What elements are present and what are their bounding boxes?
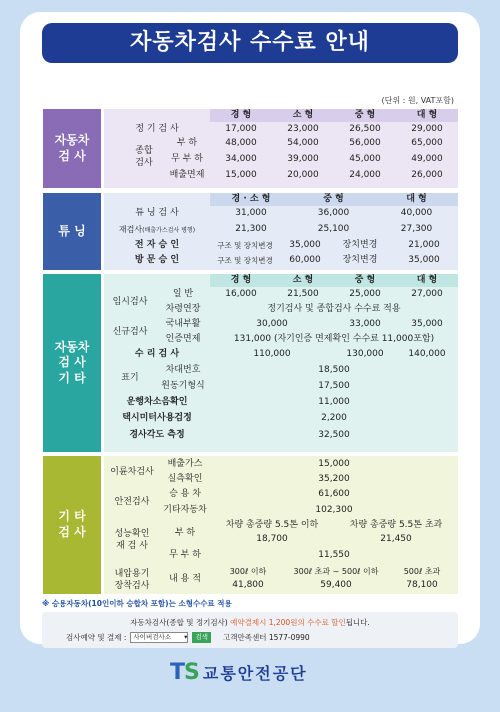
value: 18,500	[318, 365, 350, 375]
row-label: 경사각도 측정	[129, 430, 185, 440]
discount-pre: 자동차검사(종합 및 정기검사)	[130, 618, 231, 627]
value: 31,000	[235, 208, 267, 218]
unit-note: (단위 : 원, VAT포함)	[381, 96, 454, 105]
col-header: 대 형	[406, 194, 427, 204]
row-label: 실측확인	[167, 474, 203, 484]
value: 11,000	[318, 397, 350, 407]
col-header: 대 형	[416, 275, 438, 285]
value: 21,000	[408, 240, 440, 250]
section-label-inspection: 자동차 검 사	[43, 109, 101, 188]
row-label: 국내부활	[165, 319, 201, 329]
value: 16,000	[225, 289, 257, 299]
row-label: 수 리 검 사	[134, 349, 180, 359]
value: 48,000	[225, 138, 257, 148]
row-label: 기타자동차	[163, 505, 207, 515]
row-label-sub: (배출가스검사 병행)	[142, 227, 196, 234]
group-label: 이륜차검사	[110, 467, 154, 477]
row-label: 정 기 검 사	[135, 124, 179, 134]
value: 11,550	[318, 550, 350, 560]
col-header: 소 형	[292, 110, 314, 120]
section-label-other: 기 타 검 사	[43, 456, 101, 594]
value: 78,100	[406, 580, 438, 590]
value: 41,800	[232, 580, 264, 590]
col-header: 중 형	[323, 194, 344, 204]
col-header: 중 형	[354, 110, 376, 120]
sub-label: 구조 및 장치변경	[217, 256, 273, 265]
row-label: 내 용 적	[169, 574, 201, 584]
row-label	[104, 223, 210, 237]
value: 34,000	[225, 154, 257, 164]
row-label: 배출면제	[169, 170, 205, 180]
row-label: 차령연장	[165, 304, 201, 314]
col-header: 소 형	[292, 275, 314, 285]
group-label: 안전검사	[114, 497, 150, 507]
value: 21,500	[287, 289, 319, 299]
group-label: 신규검사	[112, 327, 148, 337]
section-panel-inspection	[104, 109, 458, 188]
section-label-tuning: 튜 닝	[43, 193, 101, 270]
row-label: 부 하	[176, 138, 198, 148]
page-title: 자동차검사 수수료 안내	[42, 23, 458, 63]
value: 56,000	[349, 138, 381, 148]
value: 140,000	[408, 349, 446, 359]
value: 15,000	[318, 459, 350, 469]
value: 61,600	[318, 489, 350, 499]
search-button[interactable]: 검색	[192, 632, 211, 643]
page-card	[20, 12, 480, 644]
value: 40,000	[400, 208, 433, 218]
value: 130,000	[346, 349, 384, 359]
col-header: 중 형	[354, 275, 376, 285]
row-label: 운행차소음확인	[126, 397, 188, 407]
col-header: 300ℓ 초과 ~ 500ℓ 이하	[293, 567, 379, 576]
discount-highlight: 예약결제시 1,200원의 수수료 할인	[230, 618, 346, 627]
discount-post: 됩니다.	[345, 618, 370, 627]
col-header: 300ℓ 이하	[229, 567, 267, 576]
section-panel-other	[104, 456, 458, 594]
value: 33,000	[349, 319, 381, 329]
logo-name: 교통안전공단	[202, 664, 308, 683]
discount-note	[42, 617, 458, 628]
value: 30,000	[256, 319, 288, 329]
sub-label: 장치변경	[342, 255, 378, 265]
sub-label: 장치변경	[342, 240, 378, 250]
row-label: 택시미터사용검정	[122, 413, 192, 423]
row-label: 방 문 승 인	[134, 255, 180, 265]
col-header: 500ℓ 초과	[403, 567, 441, 576]
site-select[interactable]	[130, 632, 188, 643]
value: 54,000	[287, 138, 319, 148]
row-label: 부 하	[174, 528, 196, 538]
footnote: ※ 승용자동차(10인이하 승합차 포함)는 소형수수료 적용	[42, 599, 232, 608]
value: 15,000	[225, 170, 257, 180]
section-label-inspection-other: 자동차 검 사 기 타	[43, 274, 101, 452]
row-label: 승 용 차	[169, 489, 201, 499]
group-label: 임시검사	[112, 297, 148, 307]
value: 17,500	[318, 381, 350, 391]
value: 35,000	[411, 319, 443, 329]
row-label: 인증면제	[165, 334, 201, 344]
col-header: 경 형	[230, 275, 252, 285]
value: 17,000	[225, 124, 257, 134]
value: 110,000	[253, 349, 291, 359]
value: 60,000	[289, 255, 321, 265]
value: 21,450	[380, 534, 412, 544]
value: 25,000	[349, 289, 381, 299]
value: 26,000	[411, 170, 443, 180]
section-panel-tuning	[104, 193, 458, 270]
value: 45,000	[349, 154, 381, 164]
sub-label: 구조 및 장치변경	[217, 241, 273, 250]
value: 21,300	[235, 224, 267, 234]
row-label: 차대번호	[165, 365, 201, 375]
ts-logo	[170, 660, 308, 685]
col-header: 차량 총중량 5.5톤 초과	[349, 520, 443, 530]
footer-box	[42, 612, 458, 648]
site-select-value: 사이버검사소	[133, 633, 172, 641]
group-label: 종합 검사	[135, 146, 153, 168]
value: 36,000	[317, 208, 350, 218]
value: 29,000	[411, 124, 443, 134]
group-label: 성능확인 재 검 사	[114, 529, 150, 551]
value: 65,000	[411, 138, 443, 148]
col-header: 경 · 소 형	[231, 194, 271, 204]
reservation-row	[66, 632, 310, 643]
value: 49,000	[411, 154, 443, 164]
row-label: 일 반	[172, 289, 194, 299]
row-label-main: 재검사	[118, 225, 143, 234]
value: 26,500	[349, 124, 381, 134]
value: 59,400	[320, 580, 352, 590]
value: 131,000 (자기인증 면제확인 수수료 11,000포함)	[233, 334, 435, 344]
value: 35,000	[408, 255, 440, 265]
section-panel-inspection-other	[104, 274, 458, 452]
row-label: 전 자 승 인	[134, 240, 180, 250]
value: 27,000	[411, 289, 443, 299]
value: 20,000	[287, 170, 319, 180]
row-label: 원동기형식	[161, 381, 205, 391]
value: 35,000	[289, 240, 321, 250]
chevron-down-icon: ▾	[184, 633, 188, 641]
row-label: 배출가스	[167, 459, 203, 469]
value: 27,300	[400, 224, 433, 234]
value: 39,000	[287, 154, 319, 164]
logo-mark: TS	[170, 660, 199, 685]
row-label: 무 부 하	[169, 550, 201, 560]
value: 102,300	[315, 505, 353, 515]
value: 32,500	[318, 430, 350, 440]
contact-center: 고객만족센터 1577-0990	[222, 633, 310, 642]
value: 25,100	[317, 224, 350, 234]
value: 24,000	[349, 170, 381, 180]
reservation-label: 검사예약 및 결제 :	[66, 633, 127, 642]
value: 18,700	[256, 534, 288, 544]
group-label: 표기	[121, 373, 139, 383]
col-header: 대 형	[416, 110, 438, 120]
row-label: 튜 닝 검 사	[135, 208, 179, 218]
col-header: 경 형	[230, 110, 252, 120]
value: 23,000	[287, 124, 319, 134]
value: 35,200	[318, 474, 350, 484]
value: 2,200	[321, 413, 347, 423]
group-label: 내압용기 장착검사	[114, 569, 150, 591]
value: 정기검사 및 종합검사 수수료 적용	[267, 304, 401, 314]
col-header: 차량 총중량 5.5톤 이하	[225, 520, 319, 530]
row-label: 무 부 하	[171, 154, 203, 164]
